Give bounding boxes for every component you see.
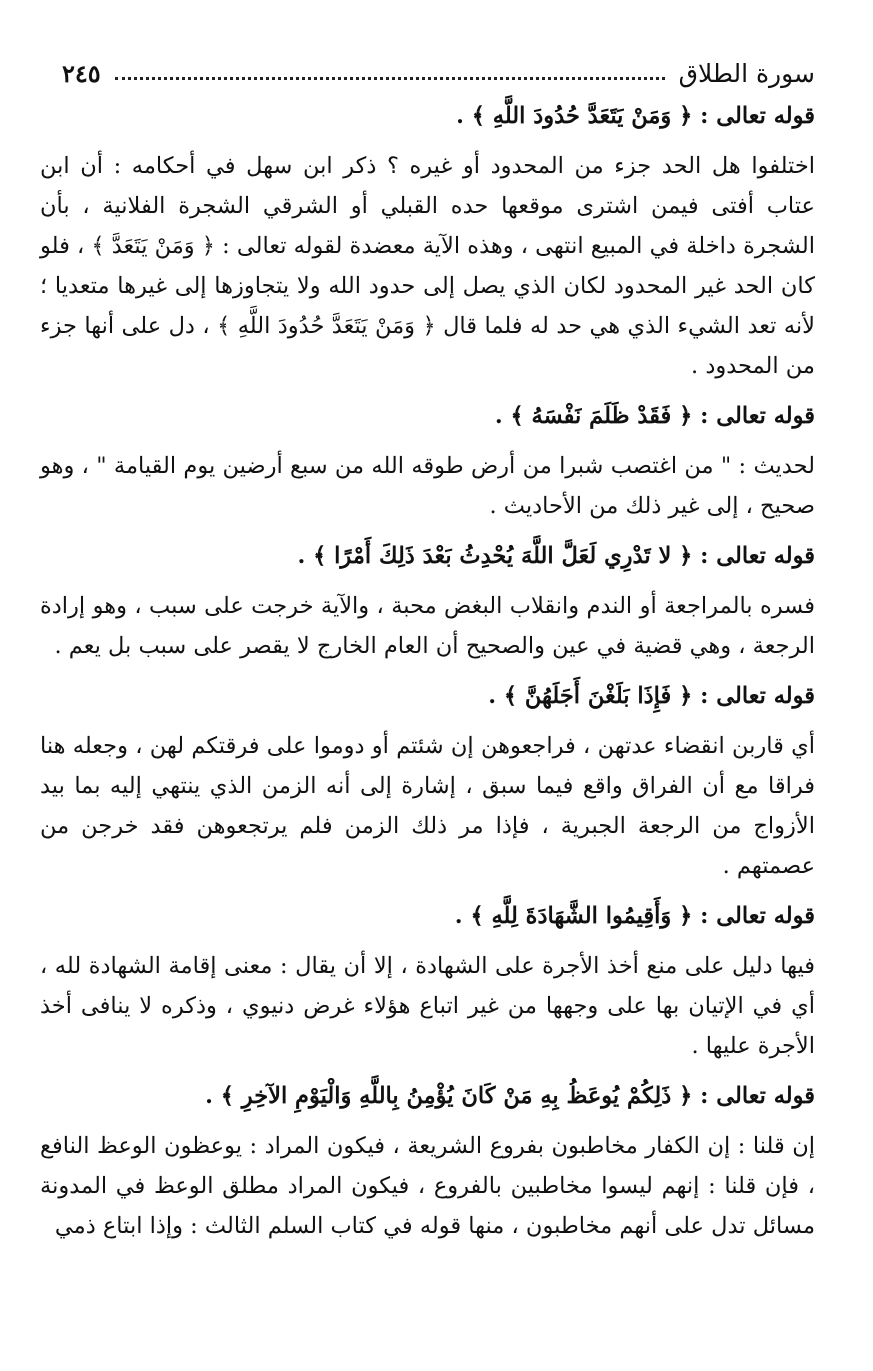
header-dotted-leader: [115, 77, 665, 80]
page-header: [62, 56, 815, 90]
verse-heading: [40, 536, 815, 576]
verse-heading-label: قوله تعالى :: [700, 103, 815, 129]
verse-heading: [40, 96, 815, 136]
commentary-paragraph: إن قلنا : إن الكفار مخاطبون بفروع الشريعة ، فيكون المراد : يوعظون الوعظ النافع ، فإن قلنا : إنهم ليسوا مخاطبين بالفروع ، فيكون المراد مطلق الوعظ في المدونة مسائل تدل على أنهم مخاطبون ، منها قوله في كتاب السلم الثالث : وإذا ابتاع ذمي: [40, 1133, 815, 1239]
quran-verse: ﴿ ذَلِكُمْ يُوعَظُ بِهِ مَنْ كَانَ يُؤْمِنُ بِاللَّهِ وَالْيَوْمِ الآخِرِ ﴾ .: [205, 1083, 693, 1109]
verse-heading: [40, 676, 815, 716]
page-number: ٢٤٥: [62, 58, 101, 88]
verse-heading-label: قوله تعالى :: [700, 403, 815, 429]
quran-verse: ﴿ فَإِذَا بَلَغْنَ أَجَلَهُنَّ ﴾ .: [488, 683, 693, 709]
page-body: [40, 96, 815, 1256]
surah-title: سورة الطلاق: [678, 58, 815, 88]
quran-verse: ﴿ فَقَدْ ظَلَمَ نَفْسَهُ ﴾ .: [494, 403, 693, 429]
quran-verse: ﴿ وَمَنْ يَتَعَدَّ حُدُودَ اللَّهِ ﴾ .: [456, 103, 693, 129]
verse-heading: [40, 1076, 815, 1116]
commentary-paragraph: اختلفوا هل الحد جزء من المحدود أو غيره ؟ ذكر ابن سهل في أحكامه : أن ابن عتاب أفتى فيمن اشترى موقعها حده القبلي أو الشرقي الشجرة الفلانية ، بأن الشجرة داخلة في المبيع انتهى ، وهذه الآية معضدة لقوله تعالى : ﴿ وَمَنْ يَتَعَدَّ ﴾ ، فلو كان الحد غير المحدود لكان الذي يصل إلى حدود الله ولا يتجاوزها إلى غيرها متعديا ؛ لأنه تعد الشيء الذي هي حد له فلما قال ﴿ وَمَنْ يَتَعَدَّ حُدُودَ اللَّهِ ﴾ ، دل على أنها جزء من المحدود .: [40, 153, 815, 379]
commentary-paragraph: فسره بالمراجعة أو الندم وانقلاب البغض محبة ، والآية خرجت على سبب ، وهو إرادة الرجعة ، وهي قضية في عين والصحيح أن العام الخارج لا يقصر على سبب بل يعم .: [40, 593, 815, 659]
quran-verse: ﴿ لا تَدْرِي لَعَلَّ اللَّهَ يُحْدِثُ بَعْدَ ذَلِكَ أَمْرًا ﴾ .: [297, 543, 693, 569]
verse-heading-label: قوله تعالى :: [700, 903, 815, 929]
verse-heading: [40, 396, 815, 436]
commentary-paragraph: لحديث : " من اغتصب شبرا من أرض طوقه الله من سبع أرضين يوم القيامة " ، وهو صحيح ، إلى غير ذلك من الأحاديث .: [40, 453, 815, 519]
verse-heading-label: قوله تعالى :: [700, 1083, 815, 1109]
quran-verse: ﴿ وَأَقِيمُوا الشَّهَادَةَ لِلَّهِ ﴾ .: [454, 903, 693, 929]
verse-heading: [40, 896, 815, 936]
verse-heading-label: قوله تعالى :: [700, 683, 815, 709]
commentary-paragraph: أي قاربن انقضاء عدتهن ، فراجعوهن إن شئتم أو دوموا على فرقتكم لهن ، وجعله هنا فراقا مع أن الفراق واقع فيما سبق ، إشارة إلى أنه الزمن الذي ينتهي إليه بما بيد الأزواج من الرجعة الجبرية ، فإذا مر ذلك الزمن فلم يرتجعوهن فقد خرجن من عصمتهم .: [40, 733, 815, 879]
verse-heading-label: قوله تعالى :: [700, 543, 815, 569]
commentary-paragraph: فيها دليل على منع أخذ الأجرة على الشهادة ، إلا أن يقال : معنى إقامة الشهادة لله ، أي في الإتيان بها على وجهها من غير اتباع هؤلاء غرض دنيوي ، وذكره لا ينافى أخذ الأجرة عليها .: [40, 953, 815, 1059]
